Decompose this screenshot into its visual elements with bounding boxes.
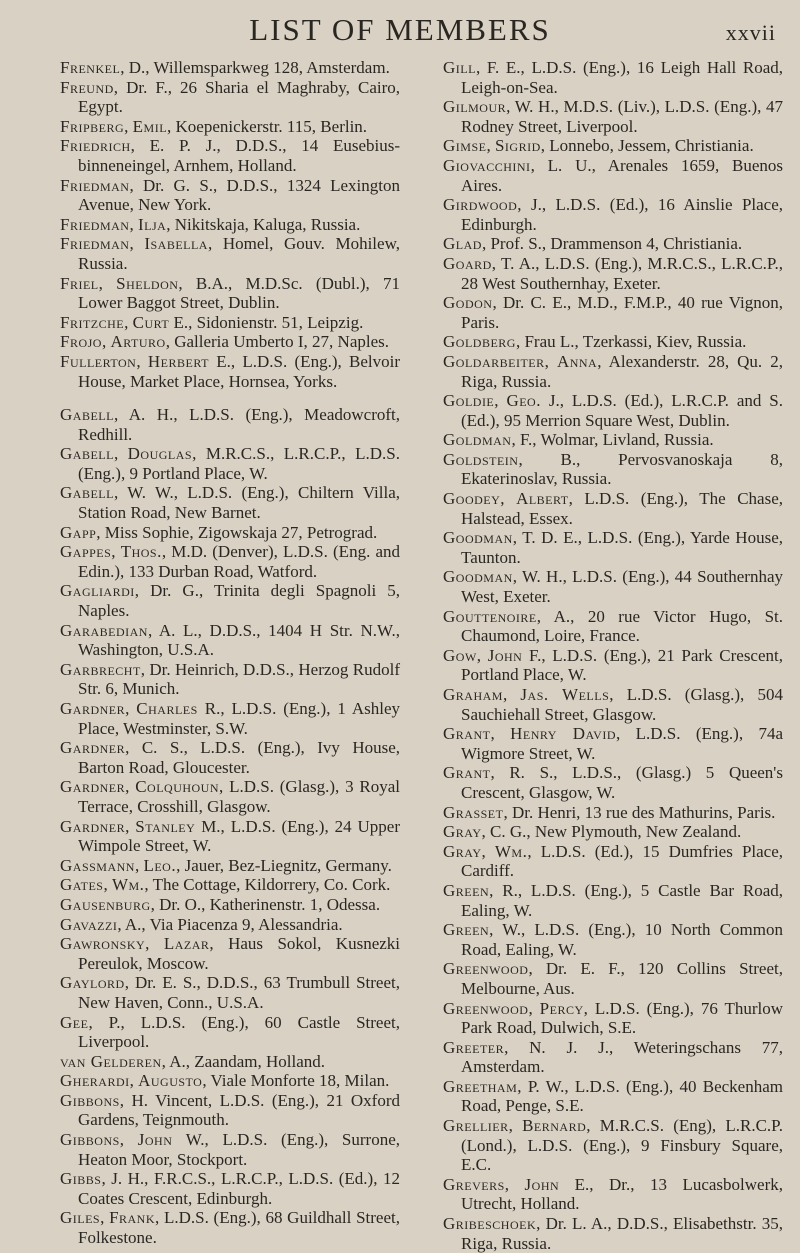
member-surname: Grellier <box>443 1116 509 1136</box>
member-entry: Goldie, Geo. J., L.D.S. (Ed.), L.R.C.P. and S. (Ed.), 95 Merrion Square West, Dublin. <box>443 391 784 430</box>
member-details: M., L.D.S. (Eng.), 24 Upper Wimpole Street, W. <box>78 816 401 856</box>
page-header <box>0 8 800 52</box>
member-given-name: Lazar <box>163 934 210 954</box>
member-entry: Giles, Frank, L.D.S. (Eng.), 68 Guildhall Street, Folkestone. <box>60 1208 400 1248</box>
member-given-name: Sheldon <box>116 273 179 293</box>
member-details: , L.D.S. (Glasg.), 504 Sauchiehall Street, Glasgow. <box>461 685 783 724</box>
member-entry: Freund, Dr. F., 26 Sharia el Maghraby, Cairo, Egypt. <box>60 77 401 117</box>
member-surname: Gimse <box>443 136 487 156</box>
member-details: , Galleria Umberto I, 27, Naples. <box>165 332 389 352</box>
member-entry: Gray, C. G., New Plymouth, New Zealand. <box>443 822 742 842</box>
member-details: Dr. G. S., D.D.S., 1324 Lexington Avenue, New York. <box>78 175 400 215</box>
member-entry: Gardner, C. S., L.D.S. (Eng.), Ivy House, Barton Road, Gloucester. <box>60 738 401 777</box>
member-entry: Friedman, Ilja, Nikitskaja, Kaluga, Russia. <box>60 214 361 234</box>
member-surname: Green <box>443 920 490 940</box>
member-entry: Gassmann, Leo., Jauer, Bez-Liegnitz, Germany. <box>60 855 392 875</box>
page-title: LIST OF MEMBERS <box>249 12 551 47</box>
member-entry: Gibbons, H. Vincent, L.D.S. (Eng.), 21 Oxford Gardens, Teignmouth. <box>60 1090 400 1130</box>
member-details: Frau L., Tzerkassi, Kiev, Russia. <box>524 332 747 352</box>
member-details: Dr. E. S., D.D.S., 63 Trumbull Street, New Haven, Conn., U.S.A. <box>78 973 400 1012</box>
member-entry: Friel, Sheldon, B.A., M.D.Sc. (Dubl.), 71 Lower Baggot Street, Dublin. <box>60 273 400 313</box>
member-entry: Goldarbeiter, Anna, Alexanderstr. 28, Qu. 2, Riga, Russia. <box>443 351 784 391</box>
member-entry: Goodman, W. H., L.D.S. (Eng.), 44 Southernhay West, Exeter. <box>443 567 784 607</box>
member-details: Dr. G., Trinita degli Spagnoli 5, Naples. <box>78 581 401 621</box>
member-entry: Greetham, P. W., L.D.S. (Eng.), 40 Beckenham Road, Penge, S.E. <box>443 1076 783 1116</box>
member-given-name: Emil <box>132 116 168 136</box>
member-details: Dr. O., Katherinenstr. 1, Odessa. <box>159 894 381 914</box>
member-entry: Gardner, Charles R., L.D.S. (Eng.), 1 Ashley Place, Westminster, S.W. <box>60 699 401 738</box>
member-details: W. W., L.D.S. (Eng.), Chiltern Villa, Station Road, New Barnet. <box>78 483 400 523</box>
member-surname: Gardner <box>60 777 126 797</box>
member-entry: Goldberg, Frau L., Tzerkassi, Kiev, Russia. <box>443 332 747 352</box>
member-details: W. H., M.D.S. (Liv.), L.D.S. (Eng.), 47 Rodney Street, Liverpool. <box>461 97 783 136</box>
member-entry: Gapp, Miss Sophie, Zigowskaja 27, Petrograd. <box>60 522 378 542</box>
member-details: Dr. F., 26 Sharia el Maghraby, Cairo, Egypt. <box>78 77 401 117</box>
member-given-name: Anna <box>556 351 598 371</box>
member-entry: Garbrecht, Dr. Heinrich, D.D.S., Herzog Rudolf Str. 6, Munich. <box>60 659 400 699</box>
member-details: C. G., New Plymouth, New Zealand. <box>490 822 742 842</box>
member-entry: Giovacchini, L. U., Arenales 1659, Buenos Aires. <box>443 155 783 195</box>
member-details: J., L.D.S. (Ed.), L.R.C.P. and S. (Ed.), 95 Merrion Square West, Dublin. <box>461 391 784 430</box>
member-surname: Friel <box>60 273 99 293</box>
member-entry: Grant, R. S., L.D.S., (Glasg.) 5 Queen's Crescent, Glasgow, W. <box>443 763 783 802</box>
member-surname: Gabell <box>60 444 114 464</box>
member-given-name: Augusto <box>138 1071 203 1091</box>
member-entry: Gardner, Stanley M., L.D.S. (Eng.), 24 Upper Wimpole Street, W. <box>60 816 401 856</box>
member-entry: Gouttenoire, A., 20 rue Victor Hugo, St. Chaumond, Loire, France. <box>443 606 783 646</box>
member-surname: Gilmour <box>443 97 507 117</box>
member-given-name: Leo. <box>143 855 177 875</box>
member-given-name: Herbert <box>147 351 209 371</box>
member-surname: Garbrecht <box>60 659 141 679</box>
member-entry: Gimse, Sigrid, Lonnebo, Jessem, Christiania. <box>443 136 754 156</box>
member-given-name: John <box>137 1130 173 1150</box>
member-surname: Fullerton <box>60 351 137 371</box>
member-surname: Fritzche <box>60 312 125 332</box>
member-surname: Goodey <box>443 489 501 509</box>
member-entry: Gow, John F., L.D.S. (Eng.), 21 Park Crescent, Portland Place, W. <box>443 645 783 685</box>
member-entry: Gavazzi, A., Via Piacenza 9, Alessandria. <box>60 914 343 934</box>
member-given-name: Geo. <box>506 391 541 411</box>
member-surname: Gagliardi <box>60 581 135 601</box>
page-number: xxvii <box>725 20 776 45</box>
member-given-name: Arturo <box>110 332 166 352</box>
member-details: J., L.D.S. (Ed.), 16 Ainslie Place, Edinburgh. <box>461 195 784 234</box>
member-surname: Greetham <box>443 1076 518 1096</box>
member-details: , L.D.S. (Glasg.), 3 Royal Terrace, Crosshill, Glasgow. <box>78 777 400 816</box>
member-entry: Frojo, Arturo, Galleria Umberto I, 27, Naples. <box>60 332 389 352</box>
member-given-name: Sigrid <box>494 136 541 156</box>
member-details: , Koepenickerstr. 115, Berlin. <box>167 116 368 136</box>
member-entry: Friedman, Dr. G. S., D.D.S., 1324 Lexington Avenue, New York. <box>60 175 400 215</box>
member-surname: Goodman <box>443 567 513 587</box>
member-surname: Gardner <box>60 699 126 718</box>
member-details: , B.A., M.D.Sc. (Dubl.), 71 Lower Baggot Street, Dublin. <box>78 273 400 313</box>
member-entry: Fripberg, Emil, Koepenickerstr. 115, Berlin. <box>60 116 368 136</box>
member-details: Miss Sophie, Zigowskaja 27, Petrograd. <box>104 522 378 542</box>
member-details: L. U., Arenales 1659, Buenos Aires. <box>461 155 783 195</box>
member-details: R., L.D.S. (Eng.), 5 Castle Bar Road, Ealing, W. <box>461 880 783 920</box>
member-details: A., Zaandam, Holland. <box>169 1051 325 1071</box>
member-surname: Grevers <box>443 1174 505 1194</box>
member-details: , Viale Monforte 18, Milan. <box>202 1071 390 1091</box>
member-given-name: Wm. <box>494 841 528 861</box>
member-surname: Goldie <box>443 391 495 411</box>
member-entry: Gribeschoek, Dr. L. A., D.D.S., Elisabethstr. 35, Riga, Russia. <box>443 1214 784 1253</box>
member-details: Dr. Heinrich, D.D.S., Herzog Rudolf Str. 6, Munich. <box>78 659 400 699</box>
member-details: Dr. Henri, 13 rue des Mathurins, Paris. <box>511 802 776 822</box>
member-entry: Gill, F. E., L.D.S. (Eng.), 16 Leigh Hall Road, Leigh-on-Sea. <box>443 58 784 97</box>
member-details: R., L.D.S. (Eng.), 1 Ashley Place, Westminster, S.W. <box>78 699 401 738</box>
member-entry: Frenkel, D., Willemsparkweg 128, Amsterdam. <box>60 58 390 77</box>
member-entry: Gibbs, J. H., F.R.C.S., L.R.C.P., L.D.S. (Ed.), 12 Coates Crescent, Edinburgh. <box>60 1169 400 1208</box>
member-entry: Greeter, N. J. J., Weteringschans 77, Amsterdam. <box>443 1037 783 1077</box>
member-surname: Glad <box>443 234 482 254</box>
member-entry: Grant, Henry David, L.D.S. (Eng.), 74a Wigmore Street, W. <box>443 724 783 763</box>
member-details: , L.D.S. (Eng.), 74a Wigmore Street, W. <box>461 724 783 763</box>
member-entry: Garabedian, A. L., D.D.S., 1404 H Str. N.W., Washington, U.S.A. <box>60 620 400 660</box>
member-surname: Gill <box>443 58 476 77</box>
member-details: E., Dr., 13 Lucasbolwerk, Utrecht, Holland. <box>461 1174 784 1214</box>
member-surname: Frenkel <box>60 58 121 77</box>
member-entry: Gabell, Douglas, M.R.C.S., L.R.C.P., L.D.S. (Eng.), 9 Portland Place, W. <box>60 444 400 483</box>
member-details: A. L., D.D.S., 1404 H Str. N.W., Washington, U.S.A. <box>78 620 400 660</box>
member-details: , Nikitskaja, Kaluga, Russia. <box>166 214 361 234</box>
member-surname: Frojo <box>60 332 102 352</box>
member-entry: Greenwood, Dr. E. F., 120 Collins Street, Melbourne, Aus. <box>443 959 783 998</box>
member-details: Dr. E. F., 120 Collins Street, Melbourne, Aus. <box>461 959 783 998</box>
member-details: N. J. J., Weteringschans 77, Amsterdam. <box>461 1037 783 1077</box>
member-surname: Friedman <box>60 234 130 254</box>
member-surname: Friedman <box>60 175 130 195</box>
member-entry: Gagliardi, Dr. G., Trinita degli Spagnoli 5, Naples. <box>60 581 401 621</box>
member-given-name: Thos. <box>120 542 162 562</box>
member-details: , Jauer, Bez-Liegnitz, Germany. <box>176 855 392 875</box>
member-entry: Godon, Dr. C. E., M.D., F.M.P., 40 rue Vignon, Paris. <box>443 293 784 332</box>
member-surname: Greeter <box>443 1037 505 1057</box>
member-surname: Green <box>443 880 490 900</box>
member-entry: Gabell, W. W., L.D.S. (Eng.), Chiltern Villa, Station Road, New Barnet. <box>60 483 400 523</box>
member-details: F., Wolmar, Livland, Russia. <box>519 430 714 450</box>
member-given-name: Jas. Wells <box>520 685 610 704</box>
left-column <box>60 58 400 1248</box>
member-details: P., L.D.S. (Eng.), 60 Castle Street, Liverpool. <box>78 1012 400 1052</box>
member-surname: Gee <box>60 1012 89 1032</box>
member-surname: Giles <box>60 1208 101 1228</box>
member-given-name: Henry David <box>510 724 616 744</box>
member-surname: Goodman <box>443 528 513 548</box>
member-details: Dr. C. E., M.D., F.M.P., 40 rue Vignon, Paris. <box>461 293 784 332</box>
member-surname: Goldstein <box>443 449 519 469</box>
member-details: D., Willemsparkweg 128, Amsterdam. <box>128 58 390 77</box>
member-entry: Grasset, Dr. Henri, 13 rue des Mathurins, Paris. <box>443 802 776 822</box>
member-details: B., Pervosvanoskaja 8, Ekaterinoslav, Russia. <box>461 449 784 489</box>
member-entry: Goldman, F., Wolmar, Livland, Russia. <box>443 430 714 450</box>
member-given-name: Isabella <box>144 234 208 254</box>
member-entry: Fritzche, Curt E., Sidonienstr. 51, Leipzig. <box>60 312 364 332</box>
member-surname: Gouttenoire <box>443 606 537 626</box>
member-surname: Giovacchini <box>443 155 531 175</box>
member-surname: Goldman <box>443 430 512 450</box>
member-surname: Gaylord <box>60 973 125 993</box>
member-given-name: Albert <box>516 489 569 509</box>
member-entry: Gabell, A. H., L.D.S. (Eng.), Meadowcroft, Redhill. <box>60 405 401 444</box>
member-entry: Goard, T. A., L.D.S. (Eng.), M.R.C.S., L.R.C.P., 28 West Southernhay, Exeter. <box>443 253 783 293</box>
member-details: A., Via Piacenza 9, Alessandria. <box>124 914 343 934</box>
member-details: , M.R.C.S., L.R.C.P., L.D.S. (Eng.), 9 Portland Place, W. <box>78 444 400 483</box>
member-details: F., L.D.S. (Eng.), 21 Park Crescent, Portland Place, W. <box>461 645 783 685</box>
member-surname: Freund <box>60 77 114 97</box>
member-entry: Green, R., L.D.S. (Eng.), 5 Castle Bar Road, Ealing, W. <box>443 880 783 920</box>
member-details: , Alexanderstr. 28, Qu. 2, Riga, Russia. <box>461 351 784 391</box>
member-surname: Gibbs <box>60 1169 102 1189</box>
member-surname: Grant <box>443 724 491 744</box>
member-details: E., L.D.S. (Eng.), Belvoir House, Market Place, Hornsea, Yorks. <box>78 351 400 391</box>
member-given-name: Frank <box>109 1208 156 1228</box>
member-entry: Gates, Wm., The Cottage, Kildorrery, Co. Cork. <box>60 875 391 895</box>
member-surname: Gibbons <box>60 1090 120 1110</box>
member-surname: Gates <box>60 875 104 895</box>
member-surname: Gray <box>443 822 482 842</box>
member-surname: Goard <box>443 253 492 273</box>
member-details: W., L.D.S. (Eng.), 10 North Common Road, Ealing, W. <box>461 920 783 959</box>
member-details: , M.R.C.S. (Eng), L.R.C.P. (Lond.), L.D.S. (Eng.), 9 Finsbury Square, E.C. <box>461 1116 783 1175</box>
member-given-name: Curt <box>132 312 170 332</box>
member-surname: Godon <box>443 293 493 313</box>
member-entry: Greenwood, Percy, L.D.S. (Eng.), 76 Thurlow Park Road, Dulwich, S.E. <box>443 998 784 1038</box>
member-surname: Goldberg <box>443 332 516 352</box>
member-surname: Graham <box>443 685 503 704</box>
member-details: , The Cottage, Kildorrery, Co. Cork. <box>144 875 391 895</box>
member-surname: Girdwood <box>443 195 518 215</box>
section-gap <box>60 391 400 405</box>
member-entry: Gawronsky, Lazar, Haus Sokol, Kusnezki Pereulok, Moscow. <box>60 934 401 973</box>
member-surname: Gardner <box>60 816 126 836</box>
member-surname: Gabell <box>60 405 114 425</box>
member-entry: Goodey, Albert, L.D.S. (Eng.), The Chase, Halstead, Essex. <box>443 489 783 528</box>
member-entry: Girdwood, J., L.D.S. (Ed.), 16 Ainslie Place, Edinburgh. <box>443 195 784 234</box>
member-details: E., Sidonienstr. 51, Leipzig. <box>169 312 364 332</box>
member-entry: Green, W., L.D.S. (Eng.), 10 North Common Road, Ealing, W. <box>443 920 783 959</box>
member-details: W., L.D.S. (Eng.), Surrone, Heaton Moor, Stockport. <box>78 1130 400 1169</box>
member-surname: Grasset <box>443 802 504 822</box>
member-details: A., 20 rue Victor Hugo, St. Chaumond, Loire, France. <box>461 606 783 646</box>
member-given-name: Colquhoun <box>135 777 220 797</box>
member-surname: Gapp <box>60 522 97 542</box>
member-entry: Grellier, Bernard, M.R.C.S. (Eng), L.R.C.P. (Lond.), L.D.S. (Eng.), 9 Finsbury Square, E.C. <box>443 1116 783 1175</box>
member-details: , Lonnebo, Jessem, Christiania. <box>540 136 754 156</box>
member-given-name: Stanley <box>135 816 196 836</box>
member-details: E. P. J., D.D.S., 14 Eusebius-binneneingel, Arnhem, Holland. <box>78 136 400 175</box>
member-given-name: Ilja <box>137 214 167 234</box>
member-surname: Gavazzi <box>60 914 118 934</box>
member-given-name: Charles <box>136 699 198 718</box>
member-details: Prof. S., Drammenson 4, Christiania. <box>490 234 743 254</box>
member-details: W. H., L.D.S. (Eng.), 44 Southernhay West, Exeter. <box>461 567 784 607</box>
member-entry: Gee, P., L.D.S. (Eng.), 60 Castle Street, Liverpool. <box>60 1012 400 1052</box>
member-details: , Haus Sokol, Kusnezki Pereulok, Moscow. <box>78 934 401 973</box>
member-given-name: Percy <box>539 998 584 1018</box>
member-entry: Goodman, T. D. E., L.D.S. (Eng.), Yarde House, Taunton. <box>443 528 783 567</box>
member-surname: Gappes <box>60 542 112 562</box>
member-surname: Friedrich <box>60 136 131 156</box>
member-entry: Fullerton, Herbert E., L.D.S. (Eng.), Belvoir House, Market Place, Hornsea, Yorks. <box>60 351 400 391</box>
right-column <box>443 58 783 1253</box>
member-surname: Gray <box>443 841 482 861</box>
member-surname: Gausenburg <box>60 894 151 914</box>
member-entry: Gray, Wm., L.D.S. (Ed.), 15 Dumfries Place, Cardiff. <box>443 841 784 881</box>
member-details: T. A., L.D.S. (Eng.), M.R.C.S., L.R.C.P., 28 West Southernhay, Exeter. <box>461 253 783 293</box>
member-entry: Gibbons, John W., L.D.S. (Eng.), Surrone, Heaton Moor, Stockport. <box>60 1130 400 1169</box>
member-details: , M.D. (Denver), L.D.S. (Eng. and Edin.), 133 Durban Road, Watford. <box>78 542 401 581</box>
member-surname: Gribeschoek <box>443 1214 537 1234</box>
member-surname: Greenwood <box>443 959 529 979</box>
member-entry: Gherardi, Augusto, Viale Monforte 18, Milan. <box>60 1071 390 1091</box>
member-given-name: Bernard <box>522 1116 587 1136</box>
member-details: , L.D.S. (Ed.), 15 Dumfries Place, Cardiff. <box>461 841 784 881</box>
member-surname: Goldarbeiter <box>443 351 545 371</box>
member-surname: Grant <box>443 763 491 783</box>
member-entry: Glad, Prof. S., Drammenson 4, Christiania. <box>443 234 743 254</box>
member-details: T. D. E., L.D.S. (Eng.), Yarde House, Taunton. <box>461 528 783 567</box>
member-entry: Gardner, Colquhoun, L.D.S. (Glasg.), 3 Royal Terrace, Crosshill, Glasgow. <box>60 777 400 816</box>
member-surname: Gibbons <box>60 1130 120 1150</box>
member-details: , L.D.S. (Eng.), The Chase, Halstead, Essex. <box>461 489 783 528</box>
member-details: Dr. L. A., D.D.S., Elisabethstr. 35, Riga, Russia. <box>461 1214 784 1253</box>
member-surname: Gherardi <box>60 1071 130 1091</box>
member-details: , L.D.S. (Eng.), 68 Guildhall Street, Folkestone. <box>78 1208 400 1248</box>
member-given-name: John <box>487 645 523 665</box>
member-details: C. S., L.D.S. (Eng.), Ivy House, Barton Road, Gloucester. <box>78 738 401 777</box>
member-entry: Graham, Jas. Wells, L.D.S. (Glasg.), 504 Sauchiehall Street, Glasgow. <box>443 685 783 724</box>
member-given-name: John <box>524 1174 560 1194</box>
member-surname: Gow <box>443 645 477 665</box>
member-details: A. H., L.D.S. (Eng.), Meadowcroft, Redhill. <box>78 405 401 444</box>
member-given-name: Wm. <box>111 875 145 895</box>
member-entry: Gausenburg, Dr. O., Katherinenstr. 1, Odessa. <box>60 894 381 914</box>
member-entry: Gappes, Thos., M.D. (Denver), L.D.S. (Eng. and Edin.), 133 Durban Road, Watford. <box>60 542 401 581</box>
member-surname: Gassmann <box>60 855 135 875</box>
member-details: R. S., L.D.S., (Glasg.) 5 Queen's Crescent, Glasgow, W. <box>461 763 783 802</box>
member-surname: Friedman <box>60 214 130 234</box>
member-surname: Greenwood <box>443 998 529 1018</box>
member-details: J. H., F.R.C.S., L.R.C.P., L.D.S. (Ed.), 12 Coates Crescent, Edinburgh. <box>78 1169 400 1208</box>
member-entry: Goldstein, B., Pervosvanoskaja 8, Ekaterinoslav, Russia. <box>443 449 784 489</box>
member-surname: Gardner <box>60 738 126 758</box>
member-details: P. W., L.D.S. (Eng.), 40 Beckenham Road, Penge, S.E. <box>461 1076 783 1116</box>
member-entry: Friedrich, E. P. J., D.D.S., 14 Eusebius-binneneingel, Arnhem, Holland. <box>60 136 400 175</box>
member-surname: Gawronsky <box>60 934 146 954</box>
member-surname: Fripberg <box>60 116 125 136</box>
member-surname: Garabedian <box>60 620 148 640</box>
member-surname: van Gelderen <box>60 1051 162 1071</box>
member-details: , Homel, Gouv. Mohilew, Russia. <box>78 234 400 273</box>
member-details: , L.D.S. (Eng.), 76 Thurlow Park Road, Dulwich, S.E. <box>461 998 784 1038</box>
member-entry: van Gelderen, A., Zaandam, Holland. <box>60 1051 325 1071</box>
member-surname: Gabell <box>60 483 114 503</box>
member-entry: Grevers, John E., Dr., 13 Lucasbolwerk, Utrecht, Holland. <box>443 1174 784 1214</box>
member-entry: Gilmour, W. H., M.D.S. (Liv.), L.D.S. (Eng.), 47 Rodney Street, Liverpool. <box>443 97 783 136</box>
member-details: H. Vincent, L.D.S. (Eng.), 21 Oxford Gardens, Teignmouth. <box>78 1090 400 1130</box>
member-entry: Gaylord, Dr. E. S., D.D.S., 63 Trumbull Street, New Haven, Conn., U.S.A. <box>60 973 400 1012</box>
member-entry: Friedman, Isabella, Homel, Gouv. Mohilew, Russia. <box>60 234 400 273</box>
member-details: F. E., L.D.S. (Eng.), 16 Leigh Hall Road, Leigh-on-Sea. <box>461 58 784 97</box>
member-given-name: Douglas <box>127 444 193 464</box>
